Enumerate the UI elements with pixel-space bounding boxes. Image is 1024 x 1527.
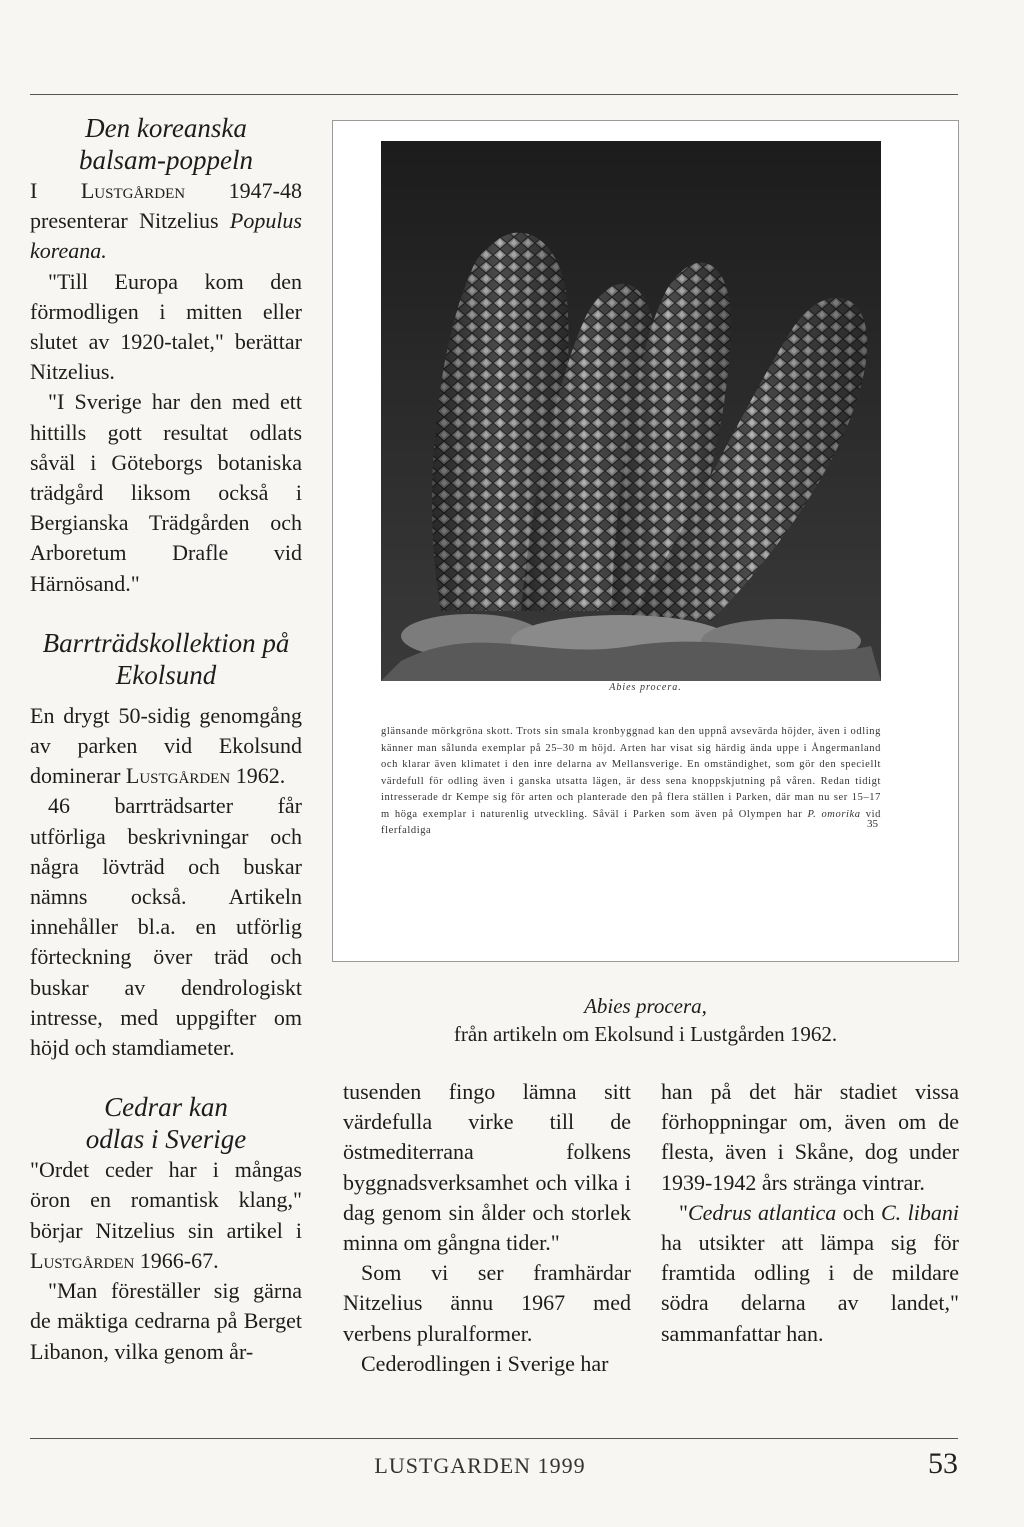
page-footer (0, 1447, 1024, 1487)
top-rule (30, 94, 958, 95)
right-column (661, 1077, 959, 1349)
caption-species: Abies procera, (584, 994, 707, 1018)
scanned-article-text: glänsande mörkgröna skott. Trots sin smala kronbyggnad kan den uppnå avsevärda höjder, även i odling känner man sålunda exemplar på 25–30 m höjd. Arten har visat sig härdig ända uppe i Ångermanland och klarar även klimatet i den inre delarna av Mellansverige. En omständighet, som gör den speciellt värdefull för odling även i ganska utsatta lägen, är dess sena knoppskjutning på våren. Redan tidigt intresserade dr Kempe sig för arten och planterade den på flera ställen i Parken, där man nu ser 15–17 m höga exemplar i naturenlig utveckling. Såväl i Parken som även på Olympen har P. omorika vid flerfaldiga (381, 726, 881, 836)
middle-column (343, 1077, 631, 1379)
scanned-page-number: 35 (867, 818, 878, 830)
paragraph: han på det här stadiet vissa förhoppningar om, även om de flesta, även i Skåne, dog under 1939-1942 års stränga vintrar. (661, 1079, 959, 1195)
paragraph: "Till Europa kom den förmodligen i mitten eller slutet av 1920-talet," berättar Nitzelius. (30, 268, 302, 385)
footer-rule (30, 1438, 958, 1439)
heading-korean-poplar: Den koreanska balsam-poppeln (79, 113, 253, 175)
paragraph: I Lustgården 1947-48 presenterar Nitzelius Populus koreana. (30, 178, 302, 264)
paragraph: "Man föreställer sig gärna de mäktiga cedrarna på Berget Libanon, vilka genom år- (30, 1278, 302, 1364)
paragraph: "Ordet ceder har i mångas öron en romantisk klang," börjar Nitzelius sin artikel i Lustgården 1966-67. (30, 1157, 302, 1273)
paragraph: "I Sverige har den med ett hittills gott resultat odlats såväl i Göteborgs botaniska trädgård liksom också i Bergianska Trädgården och Arboretum Drafle vid Härnösand." (30, 389, 302, 596)
figure-caption (332, 992, 959, 1048)
left-column (30, 112, 302, 1367)
paragraph: "Cedrus atlantica och C. libani ha utsikter att lämpa sig för framtida odling i de mildare södra delarna av landet," sammanfattar han. (661, 1199, 959, 1346)
paragraph: 46 barrträdsarter får utförliga beskrivningar och några lövträd och buskar nämns också. Artikeln innehåller bl.a. en utförlig förteckning över träd och buskar av dendrologiskt intresse, med uppgifter om höjd och stamdiameter. (30, 793, 302, 1061)
journal-name: LUSTGARDEN 1999 (374, 1453, 586, 1478)
needle-foliage (381, 614, 881, 681)
paragraph: Som vi ser framhärdar Nitzelius ännu 1967 med verbens pluralformer. (343, 1260, 631, 1346)
paragraph: tusenden fingo lämna sitt värdefulla virke till de östmediterrana folkens byggnadsverksamhet och vilka i dag genom sin ålder och storlek minna om gångna tider." (343, 1079, 631, 1256)
photo-caption: Abies procera. (609, 682, 682, 693)
paragraph: En drygt 50-sidig genomgång av parken vid Ekolsund dominerar Lustgården 1962. (30, 702, 302, 789)
paragraph: Cederodlingen i Sverige har (361, 1350, 609, 1376)
page-number: 53 (928, 1447, 958, 1480)
heading-ekolsund: Barrträdskollektion på Ekolsund (42, 627, 290, 690)
heading-cedars: Cedrar kan odlas i Sverige (85, 1092, 247, 1155)
caption-source: från artikeln om Ekolsund i Lustgården 1962. (453, 1022, 838, 1046)
figure-scan (332, 120, 959, 962)
